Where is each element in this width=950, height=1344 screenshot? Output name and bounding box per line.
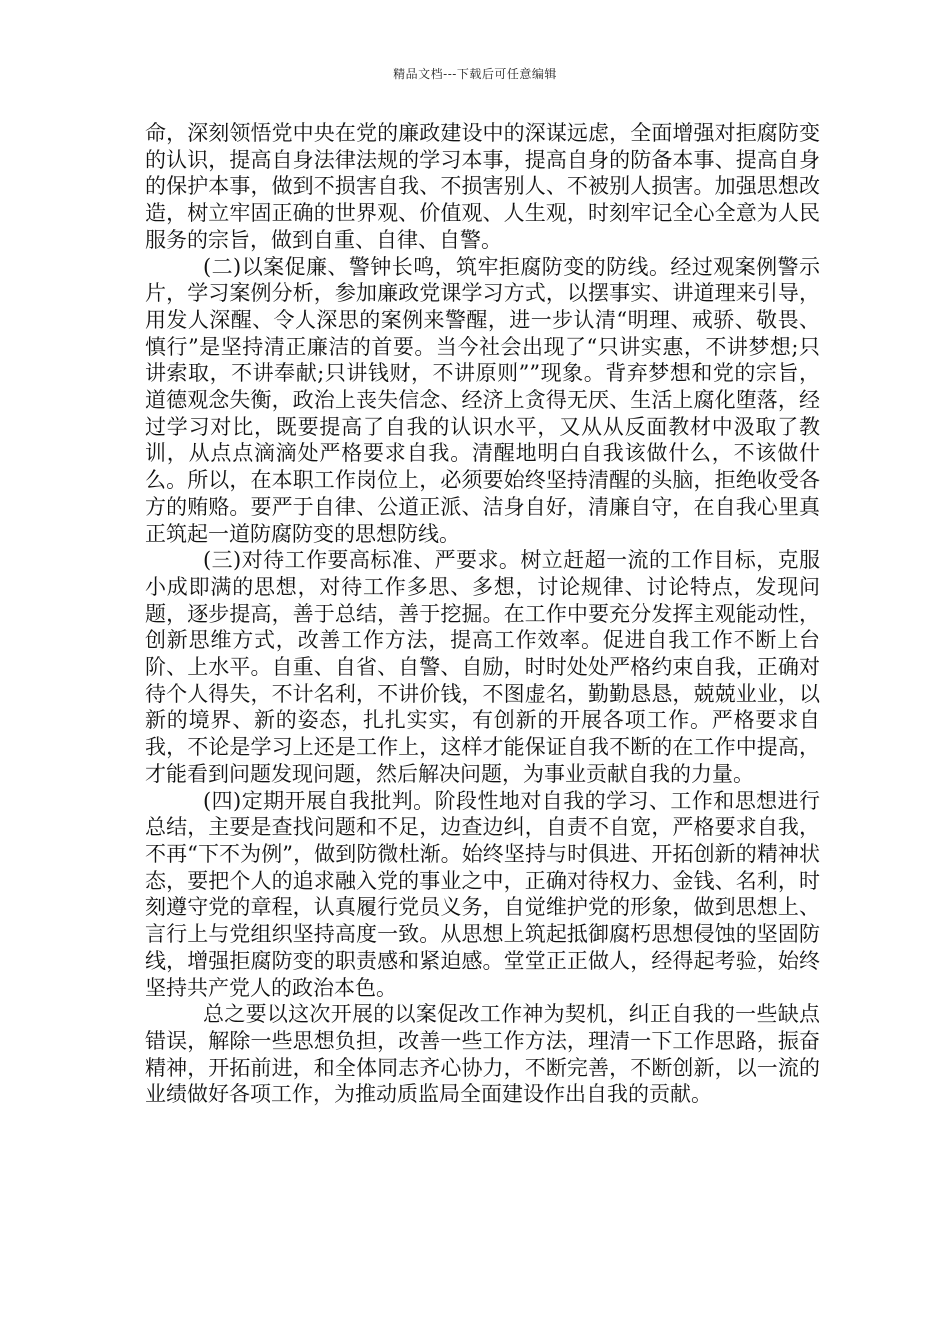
paragraph-section-4: (四)定期开展自我批判。阶段性地对自我的学习、工作和思想进行总结，主要是查找问题和不足，边查边纠，自责不自宽，严格要求自我，不再“下不为例”，做到防微杜渐。始终坚持与时俱进、开拓创新的精神状态，要把个人的追求融入党的事业之中，正确对待权力、金钱、名利，时刻遵守党的章程，认真履行党员义务，自觉维护党的形象，做到思想上、言行上与党组织坚持高度一致。从思想上筑起抵御腐朽思想侵蚀的坚固防线，增强拒腐防变的职责感和紧迫感。堂堂正正做人，经得起考验，始终坚持共产党人的政治本色。 (145, 788, 820, 1000)
paragraph-conclusion: 总之要以这次开展的以案促改工作神为契机，纠正自我的一些缺点错误，解除一些思想负担，改善一些工作方法，理清一下工作思路，振奋精神，开拓前进，和全体同志齐心协力，不断完善，不断创新，以一流的业绩做好各项工作，为推动质监局全面建设作出自我的贡献。 (145, 1002, 820, 1107)
paragraph-continuation: 命，深刻领悟党中央在党的廉政建设中的深谋远虑，全面增强对拒腐防变的认识，提高自身法律法规的学习本事，提高自身的防备本事、提高自身的保护本事，做到不损害自我、不损害别人、不被别人损害。加强思想改造，树立牢固正确的世界观、价值观、人生观，时刻牢记全心全意为人民服务的宗旨，做到自重、自律、自警。 (145, 121, 820, 252)
paragraph-section-3: (三)对待工作要高标准、严要求。树立赶超一流的工作目标，克服小成即满的思想，对待工作多思、多想，讨论规律、讨论特点，发现问题，逐步提高，善于总结，善于挖掘。在工作中要充分发挥主观能动性，创新思维方式，改善工作方法，提高工作效率。促进自我工作不断上台阶、上水平。自重、自省、自警、自励，时时处处严格约束自我，正确对待个人得失，不计名利，不讲价钱，不图虚名，勤勤恳恳，兢兢业业，以新的境界、新的姿态，扎扎实实，有创新的开展各项工作。严格要求自我，不论是学习上还是工作上，这样才能保证自我不断的在工作中提高，才能看到问题发现问题，然后解决问题，为事业贡献自我的力量。 (145, 548, 820, 786)
document-body (145, 120, 820, 1108)
page-header: 精品文档---下载后可任意编辑 (393, 67, 557, 81)
paragraph-section-2: (二)以案促廉、警钟长鸣，筑牢拒腐防变的防线。经过观案例警示片，学习案例分析，参加廉政党课学习方式，以摆事实、讲道理来引导，用发人深醒、令人深思的案例来警醒，进一步认清“明理、戒骄、敬畏、慎行”是坚持清正廉洁的首要。当今社会出现了“只讲实惠，不讲梦想;只讲索取，不讲奉献;只讲钱财，不讲原则””现象。背弃梦想和党的宗旨，道德观念失衡，政治上丧失信念、经济上贪得无厌、生活上腐化堕落，经过学习对比，既要提高了自我的认识水平，又从从反面教材中汲取了教训，从点点滴滴处严格要求自我。清醒地明白自我该做什么，不该做什么。所以，在本职工作岗位上，必须要始终坚持清醒的头脑，拒绝收受各方的贿赂。要严于自律、公道正派、洁身自好，清廉自守，在自我心里真正筑起一道防腐防变的思想防线。 (145, 254, 820, 546)
